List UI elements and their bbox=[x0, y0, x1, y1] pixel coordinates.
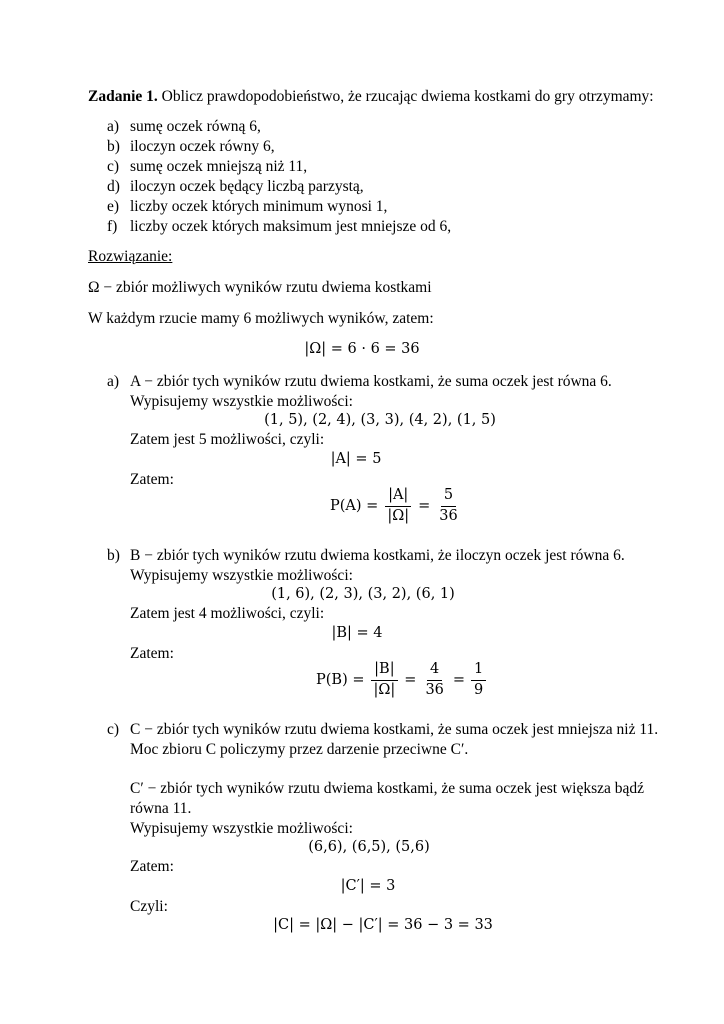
prob-lhs: P(B) = bbox=[316, 672, 365, 689]
task-item-letter: d) bbox=[107, 178, 120, 195]
fraction bbox=[370, 662, 398, 699]
fraction-numerator: 1 bbox=[471, 662, 486, 681]
fraction bbox=[384, 488, 412, 525]
part-a-count-equation: |A| = 5 bbox=[330, 451, 382, 467]
part-b-count-equation: |B| = 4 bbox=[331, 625, 383, 641]
fraction-numerator: |A| bbox=[385, 488, 411, 507]
task-item-text: liczby oczek których minimum wynosi 1, bbox=[130, 198, 388, 215]
part-a-write-all: Wypisujemy wszystkie możliwości: bbox=[130, 393, 353, 410]
fraction-denominator: |Ω| bbox=[373, 681, 396, 698]
fraction-denominator: 36 bbox=[439, 507, 458, 524]
task-item-text: iloczyn oczek równy 6, bbox=[130, 138, 275, 155]
task-item-text: iloczyn oczek będący liczbą parzystą, bbox=[130, 178, 364, 195]
fraction-denominator: 9 bbox=[474, 681, 484, 698]
part-c-letter: c) bbox=[107, 721, 120, 738]
part-a-definition: A − zbiór tych wyników rzutu dwiema kostkami, że suma oczek jest równa 6. bbox=[130, 373, 612, 390]
equals-sign: = bbox=[404, 672, 417, 689]
part-c-definition: C − zbiór tych wyników rzutu dwiema kostkami, że suma oczek jest mniejsza niż 11. bbox=[130, 721, 659, 738]
part-c-so: Czyli: bbox=[130, 898, 168, 915]
part-b-definition: B − zbiór tych wyników rzutu dwiema kostkami, że iloczyn oczek jest równa 6. bbox=[130, 547, 625, 564]
equals-sign: = bbox=[418, 498, 431, 515]
part-b-count-text: Zatem jest 4 możliwości, czyli: bbox=[130, 605, 325, 622]
task-item-letter: b) bbox=[107, 138, 120, 155]
task-item-letter: f) bbox=[107, 218, 118, 235]
task-label: Zadanie 1. bbox=[88, 88, 158, 105]
fraction-denominator: |Ω| bbox=[387, 507, 410, 524]
part-b-thus: Zatem: bbox=[130, 645, 174, 662]
part-b-write-all: Wypisujemy wszystkie możliwości: bbox=[130, 567, 353, 584]
task-text: Oblicz prawdopodobieństwo, że rzucając dwiema kostkami do gry otrzymamy: bbox=[161, 88, 654, 105]
task-item-text: sumę oczek mniejszą niż 11, bbox=[130, 158, 308, 175]
fraction bbox=[471, 662, 486, 699]
part-a-thus: Zatem: bbox=[130, 471, 174, 488]
task-item-text: liczby oczek których maksimum jest mniejsze od 6, bbox=[130, 218, 452, 235]
part-c-count-equation: |C| = |Ω| − |C′| = 36 − 3 = 33 bbox=[273, 917, 493, 933]
part-a-outcomes: (1, 5), (2, 4), (3, 3), (4, 2), (1, 5) bbox=[264, 412, 496, 428]
part-c-complement-note: Moc zbioru C policzymy przez darzenie przeciwne C′. bbox=[130, 741, 469, 758]
part-c-complement-definition-cont: równa 11. bbox=[130, 800, 192, 817]
part-c-thus: Zatem: bbox=[130, 858, 174, 875]
fraction-numerator: 5 bbox=[441, 488, 456, 507]
part-c-outcomes: (6,6), (6,5), (5,6) bbox=[308, 839, 430, 855]
task-statement bbox=[88, 89, 654, 105]
prob-lhs: P(A) = bbox=[330, 498, 379, 515]
part-a-probability bbox=[330, 488, 463, 525]
fraction bbox=[422, 662, 446, 699]
fraction-numerator: 4 bbox=[427, 662, 442, 681]
omega-count-equation: |Ω| = 6 · 6 = 36 bbox=[304, 341, 420, 357]
solution-heading: Rozwiązanie: bbox=[88, 248, 173, 265]
part-b-letter: b) bbox=[107, 547, 120, 564]
each-roll-text: W każdym rzucie mamy 6 możliwych wyników, zatem: bbox=[88, 310, 434, 327]
part-a-count-text: Zatem jest 5 możliwości, czyli: bbox=[130, 431, 325, 448]
part-a-letter: a) bbox=[107, 373, 120, 390]
task-item-text: sumę oczek równą 6, bbox=[130, 118, 261, 135]
fraction-denominator: 36 bbox=[425, 681, 444, 698]
fraction-numerator: |B| bbox=[371, 662, 397, 681]
task-item-letter: a) bbox=[107, 118, 120, 135]
part-b-probability bbox=[316, 662, 488, 699]
part-b-outcomes: (1, 6), (2, 3), (3, 2), (6, 1) bbox=[271, 586, 455, 602]
omega-definition: Ω − zbiór możliwych wyników rzutu dwiema kostkami bbox=[88, 279, 432, 296]
equals-sign: = bbox=[452, 672, 466, 689]
task-item-letter: c) bbox=[107, 158, 120, 175]
fraction bbox=[436, 488, 460, 525]
part-c-complement-count: |C′| = 3 bbox=[340, 878, 396, 894]
part-c-write-all: Wypisujemy wszystkie możliwości: bbox=[130, 820, 353, 837]
part-c-complement-definition: C′ − zbiór tych wyników rzutu dwiema kostkami, że suma oczek jest większa bądź bbox=[130, 780, 645, 797]
task-item-letter: e) bbox=[107, 198, 120, 215]
